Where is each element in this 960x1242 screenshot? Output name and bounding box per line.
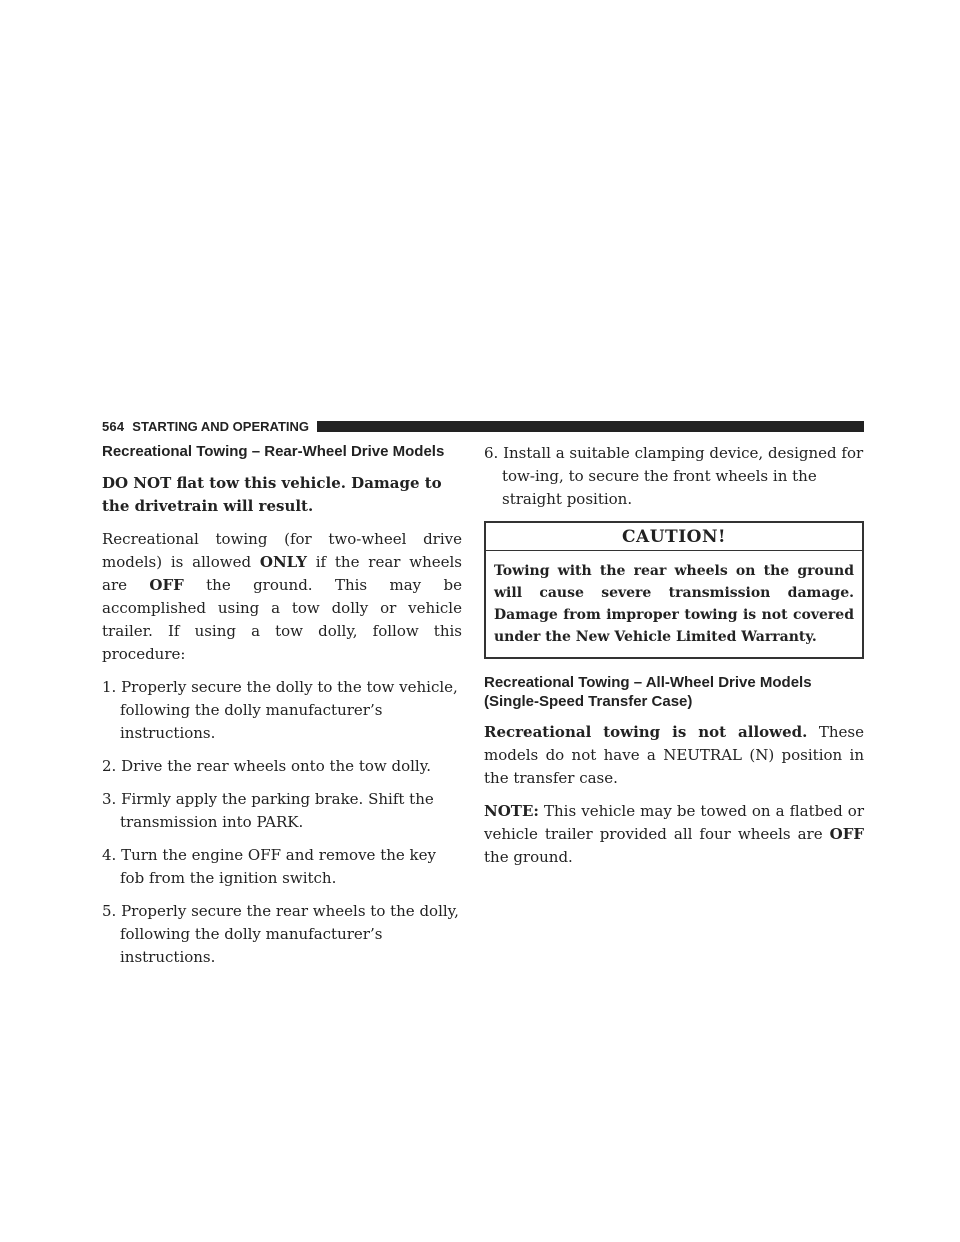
- left-column: [102, 442, 462, 979]
- right-column: [484, 442, 864, 879]
- awd-towing-heading: Recreational Towing – All-Wheel Drive Models (Single-Speed Transfer Case): [484, 674, 812, 710]
- step-4: 4. Turn the engine OFF and remove the key fob from the ignition switch.: [102, 846, 436, 887]
- step-1: 1. Properly secure the dolly to the tow vehicle, following the dolly manufacturer’s instructions.: [102, 678, 458, 742]
- tow-dolly-steps: [102, 676, 462, 969]
- caution-body: Towing with the rear wheels on the ground will cause severe transmission damage. Damage from improper towing is not covered under the New Vehicle Limited Warranty.: [494, 563, 854, 645]
- tow-dolly-steps-continued: [484, 442, 864, 511]
- step-3: 3. Firmly apply the parking brake. Shift the transmission into PARK.: [102, 790, 434, 831]
- caution-box: [484, 521, 864, 659]
- flat-tow-warning: DO NOT flat tow this vehicle. Damage to the drivetrain will result.: [102, 474, 442, 515]
- rwd-intro-paragraph: Recreational towing (for two-wheel drive models) is allowed ONLY if the rear wheels are OFF the ground. This may be accomplished using a tow dolly or vehicle trailer. If using a tow dolly, follow this procedure:: [102, 530, 462, 663]
- awd-not-allowed-paragraph: Recreational towing is not allowed. These models do not have a NEUTRAL (N) position in the transfer case.: [484, 723, 864, 787]
- step-5: 5. Properly secure the rear wheels to the dolly, following the dolly manufacturer’s instructions.: [102, 902, 459, 966]
- header-rule: [317, 421, 864, 432]
- page-header: [102, 418, 864, 434]
- page-number: 564: [102, 418, 125, 434]
- step-6: 6. Install a suitable clamping device, designed for tow-ing, to secure the front wheels in the straight position.: [484, 444, 864, 508]
- step-2: 2. Drive the rear wheels onto the tow dolly.: [102, 757, 431, 775]
- section-title: STARTING AND OPERATING: [132, 418, 309, 434]
- rwd-towing-heading: Recreational Towing – Rear-Wheel Drive Models: [102, 443, 445, 460]
- caution-title: CAUTION!: [486, 523, 862, 551]
- note-paragraph: NOTE: This vehicle may be towed on a flatbed or vehicle trailer provided all four wheels are OFF the ground.: [484, 802, 864, 866]
